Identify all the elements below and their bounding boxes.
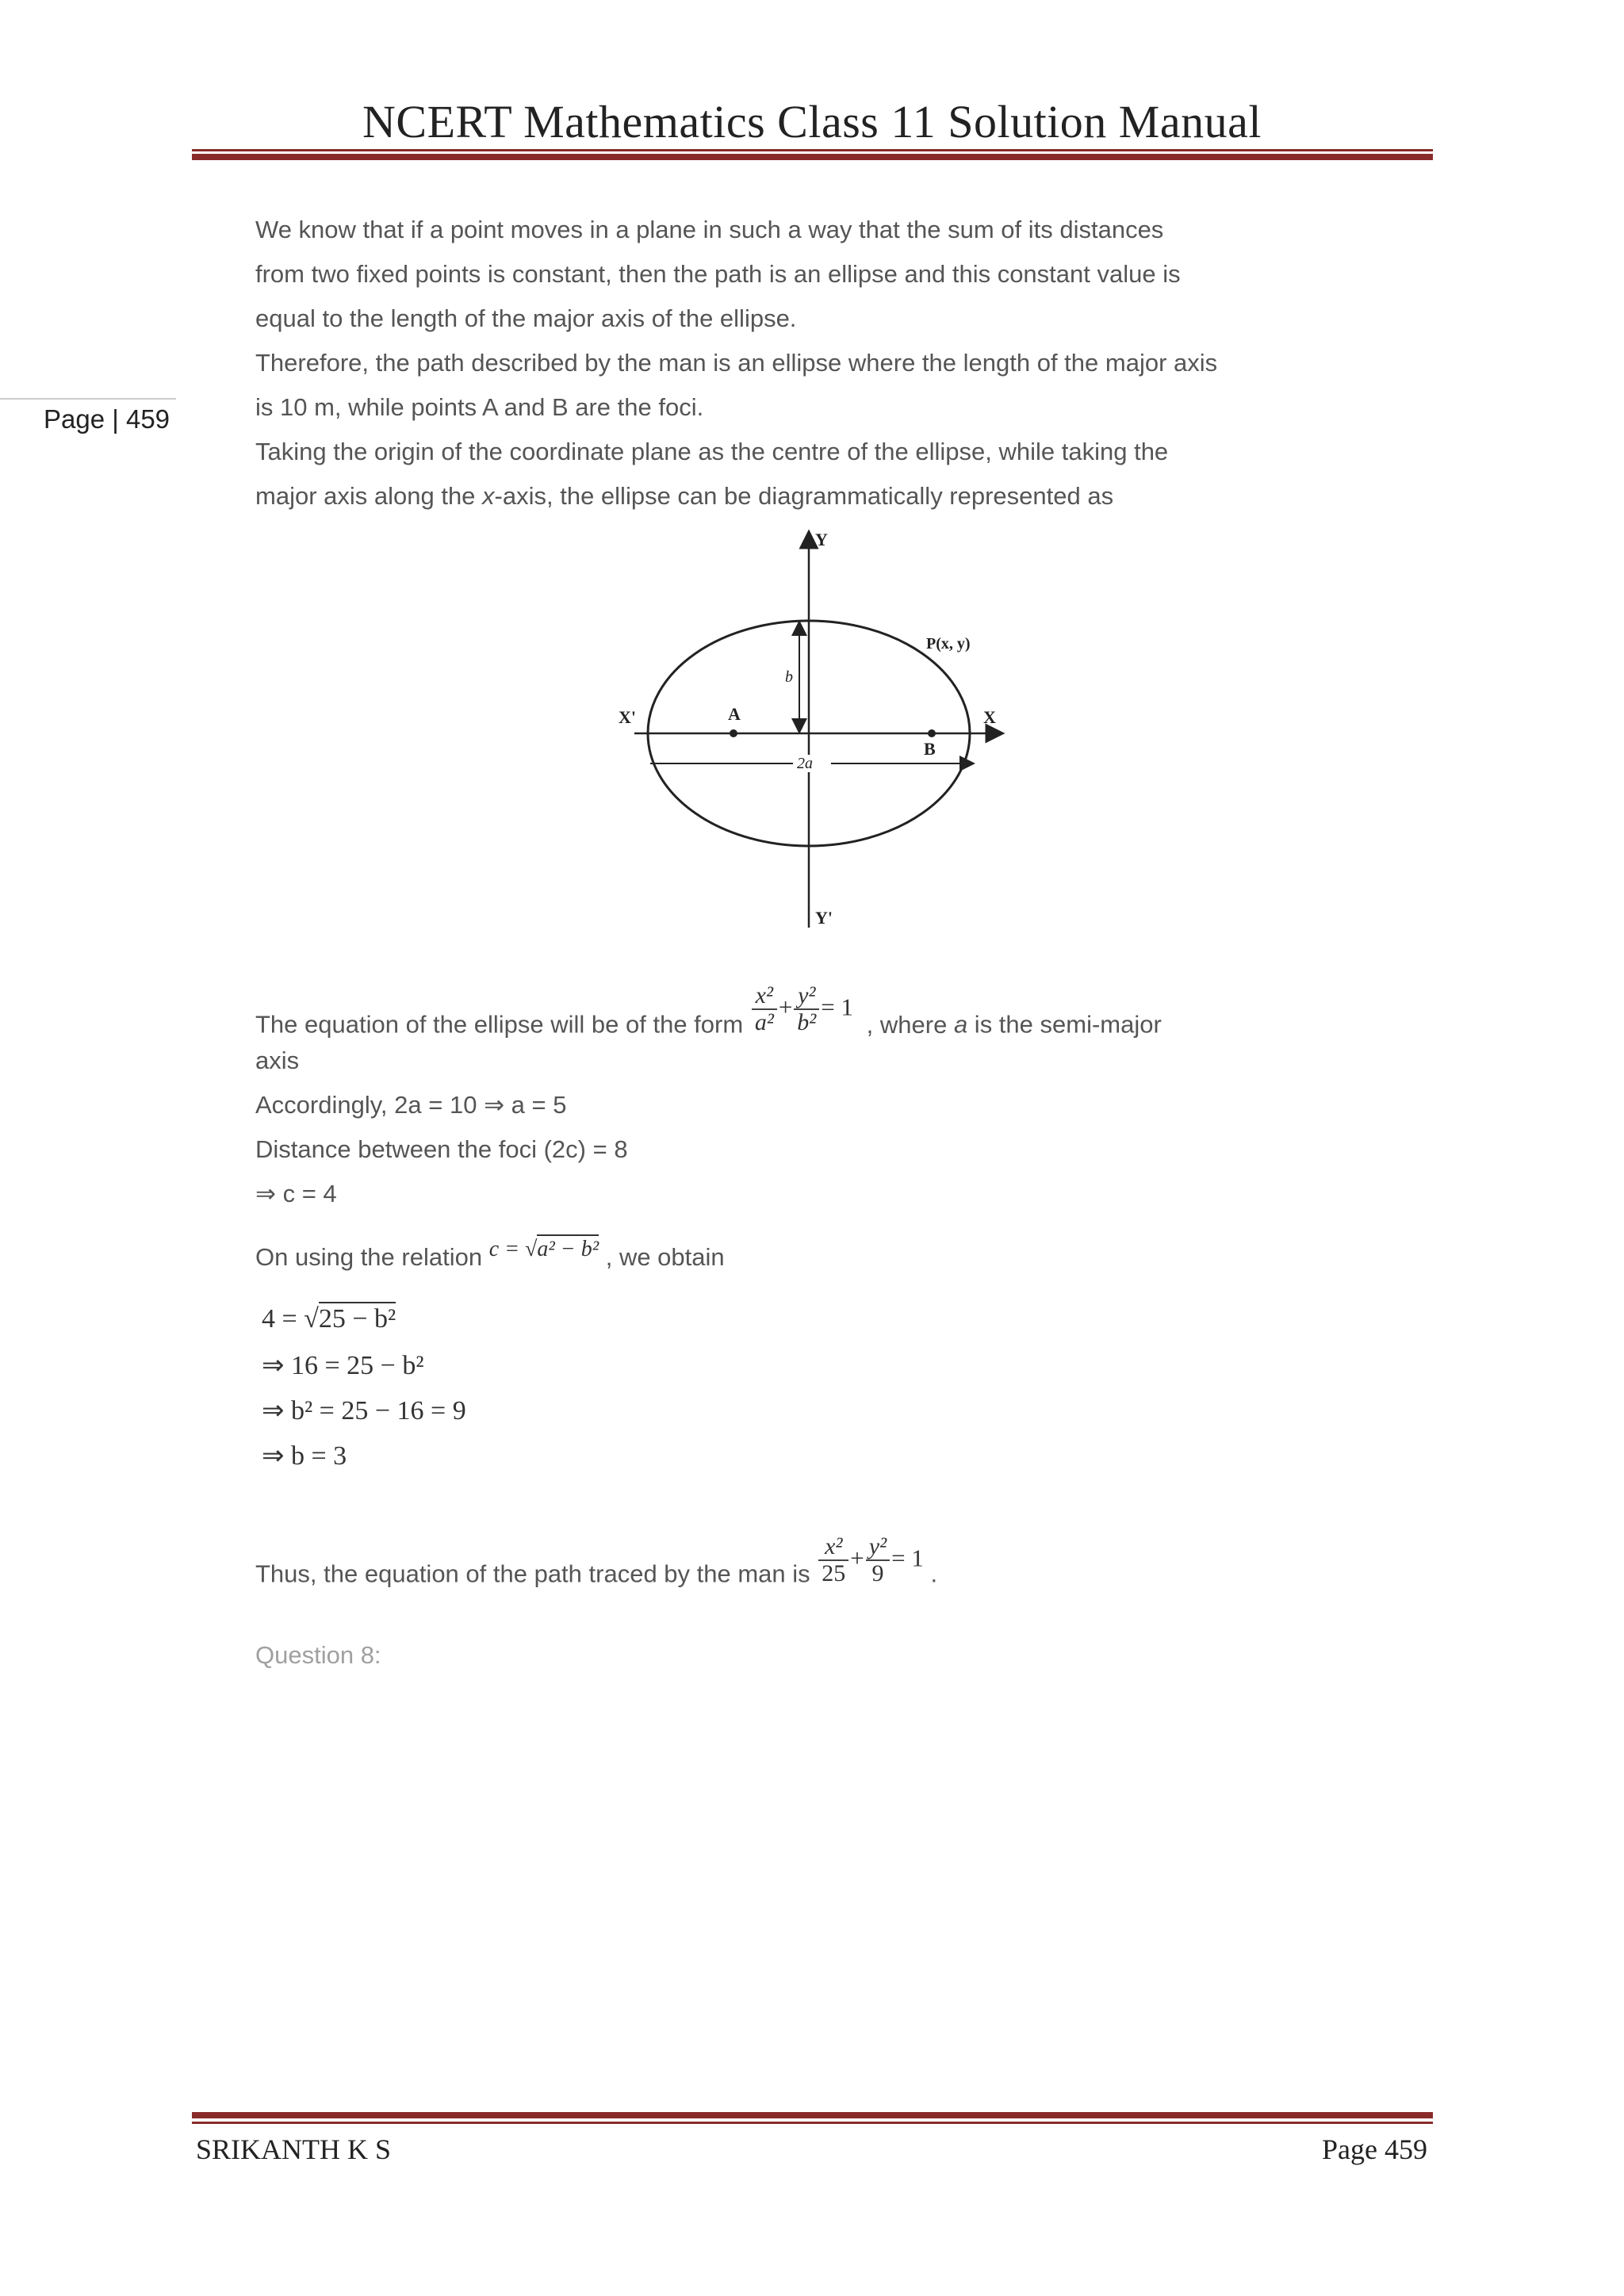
derivation-line-4: ⇒ b = 3: [262, 1441, 347, 1471]
label-y-top: Y: [815, 530, 828, 549]
derivation-line-2: ⇒ 16 = 25 − b²: [262, 1351, 424, 1380]
label-major: 2a: [797, 755, 813, 772]
relation-line: [255, 1237, 725, 1272]
focus-b: [928, 729, 936, 737]
question-heading: Question 8:: [255, 1641, 381, 1669]
equation-form-line: [255, 982, 1162, 1052]
fraction-x: $\frac{\text{x²}}{\text{a²}}$: [752, 983, 777, 1035]
paragraph-line-7: [255, 482, 1113, 511]
footer-author: SRIKANTH K S: [196, 2133, 392, 2165]
step-foci-distance: Distance between the foci (2c) = 8: [255, 1135, 628, 1163]
conclusion-pre: Thus, the equation of the path traced by the man is: [255, 1559, 810, 1588]
paragraph-line-4: Therefore, the path described by the man is an ellipse where the length of the major axis: [255, 349, 1218, 377]
variable-a: a: [953, 1010, 968, 1039]
paragraph-line-1: We know that if a point moves in a plane in such a way that the sum of its distances: [255, 216, 1164, 243]
conclusion-line: [255, 1533, 938, 1601]
label-x-right: X: [983, 707, 996, 727]
ellipse-diagram: [603, 523, 1015, 936]
equation-form-line-2: axis: [255, 1047, 300, 1074]
page-header-title: NCERT Mathematics Class 11 Solution Manual: [362, 96, 1262, 147]
derivation-line-1: 4 = √25 − b²: [262, 1304, 396, 1334]
equation-form-post-a: , where: [866, 1010, 954, 1039]
variable-x: x: [482, 482, 495, 510]
header-rule-thick: [192, 154, 1433, 160]
label-p: P(x, y): [926, 635, 971, 652]
step-c-value: ⇒ c = 4: [255, 1180, 337, 1207]
label-semi-minor: b: [785, 668, 793, 686]
paragraph-line-5: is 10 m, while points A and B are the foci.: [255, 393, 704, 421]
relation-pre: On using the relation: [255, 1243, 483, 1271]
paragraph-line-2: from two fixed points is constant, then the path is an ellipse and this constant value is: [255, 260, 1181, 288]
footer-page-number: Page 459: [1322, 2133, 1427, 2165]
focus-a: [730, 729, 737, 737]
label-a: A: [728, 704, 741, 724]
equation-form-pre: The equation of the ellipse will be of the form: [255, 1010, 744, 1039]
paragraph-line-7-c: -axis, the ellipse can be diagrammatically represented as: [494, 482, 1114, 510]
derivation-line-3: ⇒ b² = 25 − 16 = 9: [262, 1396, 466, 1425]
conclusion-end: .: [930, 1559, 938, 1588]
header-rule-thin: [192, 149, 1433, 151]
ellipse-standard-equation: $\frac{\text{x²}}{\text{a²}}$ + $\frac{\text{y²}}{\text{b²}}$ = 1: [750, 983, 853, 1035]
paragraph-line-3: equal to the length of the major axis of the ellipse.: [255, 304, 797, 332]
footer-rule-thin: [192, 2122, 1433, 2124]
label-b: B: [924, 739, 936, 759]
paragraph-line-6: Taking the origin of the coordinate plane as the centre of the ellipse, while taking the: [255, 438, 1169, 465]
relation-equation: c = √a² − b²: [489, 1237, 599, 1261]
paragraph-line-7-a: major axis along the: [255, 482, 483, 510]
step-accordingly: Accordingly, 2a = 10 ⇒ a = 5: [255, 1091, 567, 1119]
fraction-y: $\frac{\text{y²}}{\text{b²}}$: [794, 983, 819, 1035]
relation-post: , we obtain: [605, 1243, 725, 1271]
equation-form-post-b: is the semi-major: [967, 1010, 1162, 1039]
label-y-bottom: Y': [815, 908, 833, 928]
side-page-number: Page | 459: [44, 404, 170, 434]
label-x-left: X': [619, 707, 636, 727]
fraction-x-25: $\frac{\text{x²}}{25}$: [818, 1534, 848, 1586]
side-divider: [0, 398, 176, 400]
footer-rule-thick: [192, 2112, 1433, 2118]
fraction-y-9: $\frac{\text{y²}}{9}$: [866, 1534, 890, 1586]
path-equation: $\frac{\text{x²}}{25}$ + $\frac{\text{y²}}{9}$ = 1: [817, 1534, 924, 1586]
